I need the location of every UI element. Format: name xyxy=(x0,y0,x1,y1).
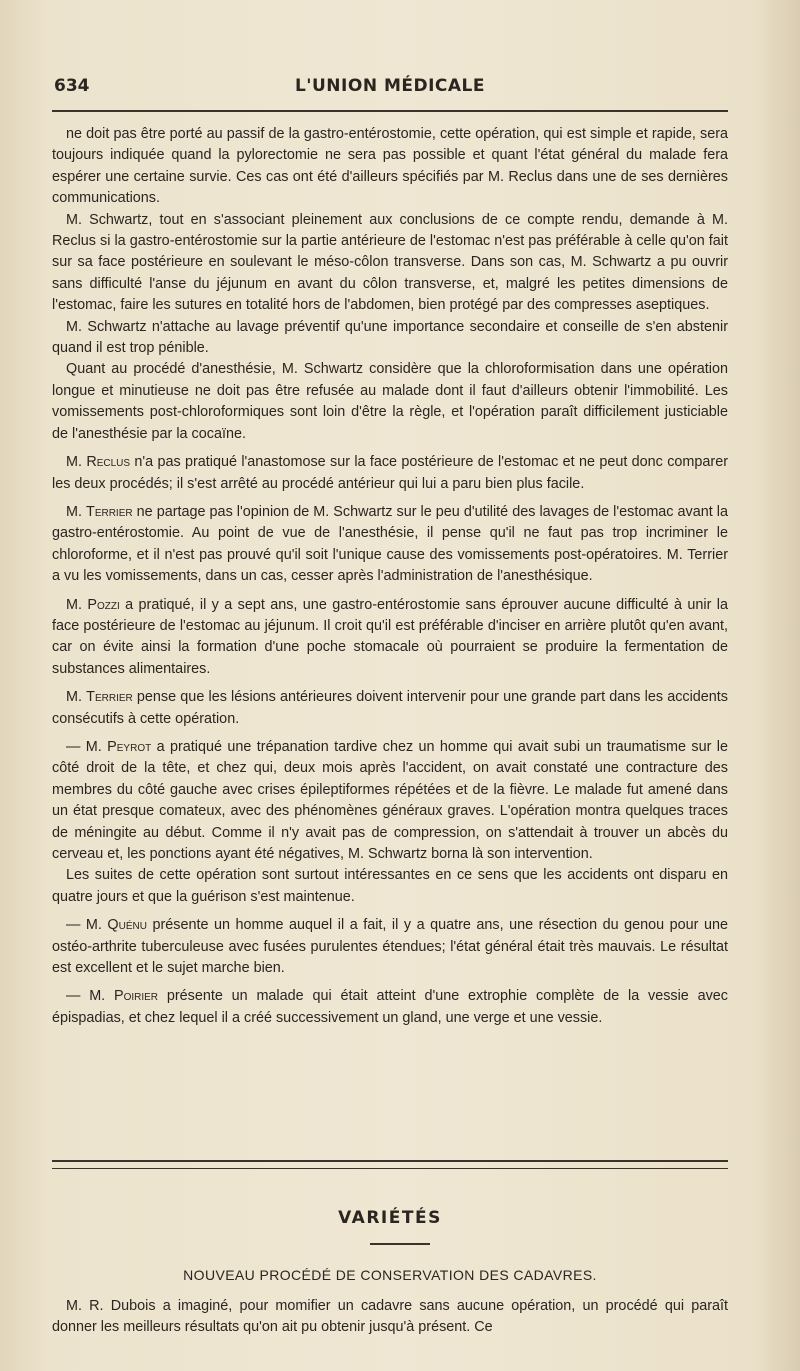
speaker-name: Pozzi xyxy=(87,596,120,613)
speaker-name: Terrier xyxy=(86,689,133,706)
paragraph: Les suites de cette opération sont surtout intéressantes en ce sens que les accidents ont disparu en quatre jours et que la guérison s'est maintenue. xyxy=(52,867,728,905)
speaker-name: Quénu xyxy=(107,917,147,934)
paragraph: M. R. Dubois a imaginé, pour momifier un cadavre sans aucune opération, un procédé qui paraît donner les meilleurs résultats qu'on ait pu obtenir jusqu'à présent. Ce xyxy=(52,1298,728,1336)
speaker-name: Terrier xyxy=(86,503,133,520)
speaker-name: Reclus xyxy=(86,454,131,471)
paragraph: M. Schwartz n'attache au lavage préventif qu'une importance secondaire et conseille de s'en abstenir quand il est trop pénible. xyxy=(52,318,728,357)
header-rule xyxy=(52,110,728,112)
section-title: VARIÉTÉS xyxy=(338,1208,442,1228)
body-text xyxy=(52,124,728,1029)
closing-text xyxy=(52,1296,728,1339)
journal-title: L'UNION MÉDICALE xyxy=(294,76,486,96)
paragraph: M. Reclus n'a pas pratiqué l'anastomose sur la face postérieure de l'estomac et ne peut donc comparer les deux procédés; il s'est arrêté au procédé antérieur qui lui a paru bien plus facile. xyxy=(52,454,728,492)
paragraph: M. Terrier ne partage pas l'opinion de M. Schwartz sur le peu d'utilité des lavages de l'estomac avant la gastro-entérostomie. Au point de vue de l'anesthésie, il pense qu'il ne faut pas trop incriminer le chloroforme, et il n'est pas prouvé qu'il soit l'unique cause des vomissements post-opératoires. M. Terrier a vu les vomissements, dans un cas, cesser après l'administration de l'anesthésique. xyxy=(52,503,728,585)
paragraph: — M. Quénu présente un homme auquel il a fait, il y a quatre ans, une résection du genou pour une ostéo-arthrite tuberculeuse avec fusées purulentes étendues; l'état général était très mauvais. Le résultat est excellent et le sujet marche bien. xyxy=(52,917,728,977)
page-number: 634 xyxy=(54,76,90,96)
paragraph: Quant au procédé d'anesthésie, M. Schwartz considère que la chloroformisation dans une opération longue et minutieuse ne doit pas être refusée au malade dont il faut d'ailleurs obtenir l'immobilité. Les vomissements post-chloroformiques sont loin d'être la règle, et l'opération paraît difficilement justiciable de l'anesthésie par la cocaïne. xyxy=(52,361,728,442)
paragraph: — M. Poirier présente un malade qui était atteint d'une extrophie complète de la vessie avec épispadias, et chez lequel il a créé successivement un gland, une verge et une vessie. xyxy=(52,988,728,1026)
section-divider xyxy=(52,1160,728,1169)
running-header xyxy=(52,72,728,102)
section-underline xyxy=(370,1243,430,1245)
speaker-name: Poirier xyxy=(113,988,159,1005)
paragraph: M. Pozzi a pratiqué, il y a sept ans, une gastro-entérostomie sans éprouver aucune difficulté à unir la face postérieure de l'estomac au jéjunum. Il croit qu'il est préférable d'inciser en arrière plutôt qu'en avant, car on évite ainsi la formation d'une poche stomacale où pourraient se produire la fermentation de substances alimentaires. xyxy=(52,596,728,677)
paragraph: ne doit pas être porté au passif de la gastro-entérostomie, cette opération, qui est simple et rapide, sera toujours indiquée quand la pylorectomie ne sera pas possible et quant l'état général du malade fera espérer une certaine survie. Ces cas ont été d'ailleurs spécifiés par M. Reclus dans une de ses dernières communications. xyxy=(52,126,728,207)
speaker-name: Peyrot xyxy=(107,738,152,755)
subsection-title: NOUVEAU PROCÉDÉ DE CONSERVATION DES CADAVRES. xyxy=(183,1267,597,1283)
paragraph: M. Schwartz, tout en s'associant pleinement aux conclusions de ce compte rendu, demande à M. Reclus si la gastro-entérostomie sur la partie antérieure de l'estomac n'est pas préférable à celle qu'on fait sur sa face postérieure en soulevant le méso-côlon transverse. Dans son cas, M. Schwartz a pu ouvrir sans difficulté l'anse du jéjunum en avant du côlon transverse, et, malgré les petites dimensions de l'estomac, faire les sutures en totalité hors de l'abdomen, bien protégé par des compresses aseptiques. xyxy=(52,211,728,314)
paragraph: — M. Peyrot a pratiqué une trépanation tardive chez un homme qui avait subi un traumatisme sur le côté droit de la tête, et chez qui, deux mois après l'accident, on avait constaté une contracture des membres du côté gauche avec crises épileptiformes répétées et de la fièvre. Le malade fut amené dans un état presque comateux, avec des phénomènes généraux graves. L'opération montra quelques traces de méningite au début. Comme il n'y avait pas de compression, on s'attendait à trouver un abcès du cerveau et, les ponctions ayant été négatives, M. Schwartz borna là son intervention. xyxy=(52,738,728,862)
paragraph: M. Terrier pense que les lésions antérieures doivent intervenir pour une grande part dans les accidents consécutifs à cette opération. xyxy=(52,689,728,727)
